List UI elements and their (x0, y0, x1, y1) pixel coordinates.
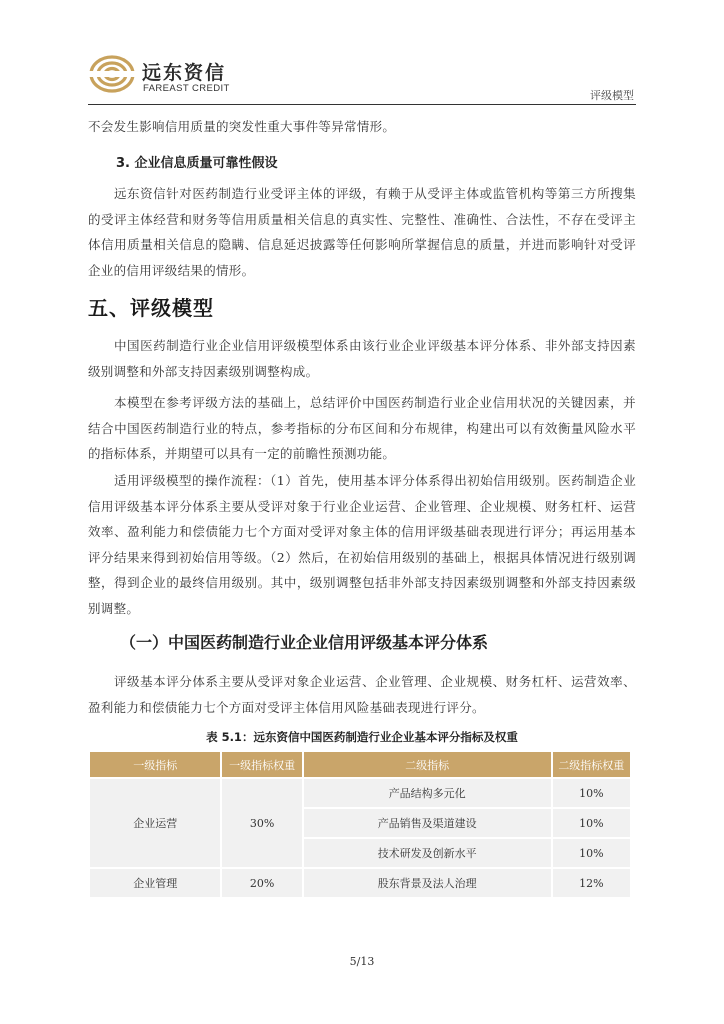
page-header (88, 52, 636, 104)
paragraph-model-process: 适用评级模型的操作流程：（1）首先，使用基本评分体系得出初始信用级别。医药制造企业信用评级基本评分体系主要从受评对象于行业企业运营、企业管理、企业规模、财务杠杆、运营效率、盈利能力和偿债能力七个方面对受评对象主体的信用评级基础表现进行评分；再运用基本评分结果来得到初始信用等级。（2）然后，在初始信用级别的基础上，根据具体情况进行级别调整，得到企业的最终信用级别。其中，级别调整包括非外部支持因素级别调整和外部支持因素级别调整。 (88, 473, 636, 616)
scoring-weights-table (88, 750, 632, 899)
cell-level2-weight: 10% (553, 809, 630, 837)
cell-level1-weight: 30% (222, 779, 301, 867)
cell-level2: 技术研发及创新水平 (304, 839, 551, 867)
paragraph-info-quality: 远东资信针对医药制造行业受评主体的评级，有赖于从受评主体或监管机构等第三方所搜集的受评主体经营和财务等信用质量相关信息的真实性、完整性、准确性、合法性，不存在受评主体信用质量相关信息的隐瞒、信息延迟披露等任何影响所掌握信息的质量，并进而影响针对受评企业的信用评级结果的情形。 (88, 186, 636, 278)
paragraph-continued: 不会发生影响信用质量的突发性重大事件等异常情形。 (88, 119, 396, 134)
header-level1-weight: 一级指标权重 (222, 752, 301, 777)
cell-level1: 企业管理 (90, 869, 220, 897)
table-row (90, 779, 630, 807)
cell-level1: 企业运营 (90, 779, 220, 867)
cell-level2-weight: 10% (553, 779, 630, 807)
cell-level2: 产品销售及渠道建设 (304, 809, 551, 837)
header-divider (88, 104, 636, 105)
header-level1: 一级指标 (90, 752, 220, 777)
header-level2: 二级指标 (304, 752, 551, 777)
table-row (90, 869, 630, 897)
cell-level2-weight: 10% (553, 839, 630, 867)
paragraph-model-basis: 本模型在参考评级方法的基础上，总结评价中国医药制造行业企业信用状况的关键因素，并结合中国医药制造行业的特点，参考指标的分布区间和分布规律，构建出可以有效衡量风险水平的指标体系，并期望可以具有一定的前瞻性预测功能。 (88, 395, 636, 461)
cell-level2: 股东背景及法人治理 (304, 869, 551, 897)
subheading-info-quality: 3. 企业信息质量可靠性假设 (116, 156, 278, 171)
subsection-title-basic-scoring: （一）中国医药制造行业企业信用评级基本评分体系 (120, 633, 489, 652)
cell-level2: 产品结构多元化 (304, 779, 551, 807)
header-level2-weight: 二级指标权重 (553, 752, 630, 777)
cell-level1-weight: 20% (222, 869, 301, 897)
brand-name-cn: 远东资信 (142, 62, 227, 84)
page-number: 5/13 (349, 955, 375, 968)
paragraph-basic-scoring: 评级基本评分体系主要从受评对象企业运营、企业管理、企业规模、财务杠杆、运营效率、盈利能力和偿债能力七个方面对受评主体信用风险基础表现进行评分。 (88, 674, 636, 715)
brand-name-en: FAREAST CREDIT (143, 83, 230, 94)
fareast-logo-icon (88, 52, 136, 96)
paragraph-model-composition: 中国医药制造行业企业信用评级模型体系由该行业企业评级基本评分体系、非外部支持因素级别调整和外部支持因素级别调整构成。 (88, 338, 636, 379)
cell-level2-weight: 12% (553, 869, 630, 897)
doc-label: 评级模型 (590, 89, 634, 102)
section-title-rating-model: 五、评级模型 (88, 296, 214, 320)
table-header-row (90, 752, 630, 777)
table-caption: 表 5.1：远东资信中国医药制造行业企业基本评分指标及权重 (206, 730, 518, 744)
